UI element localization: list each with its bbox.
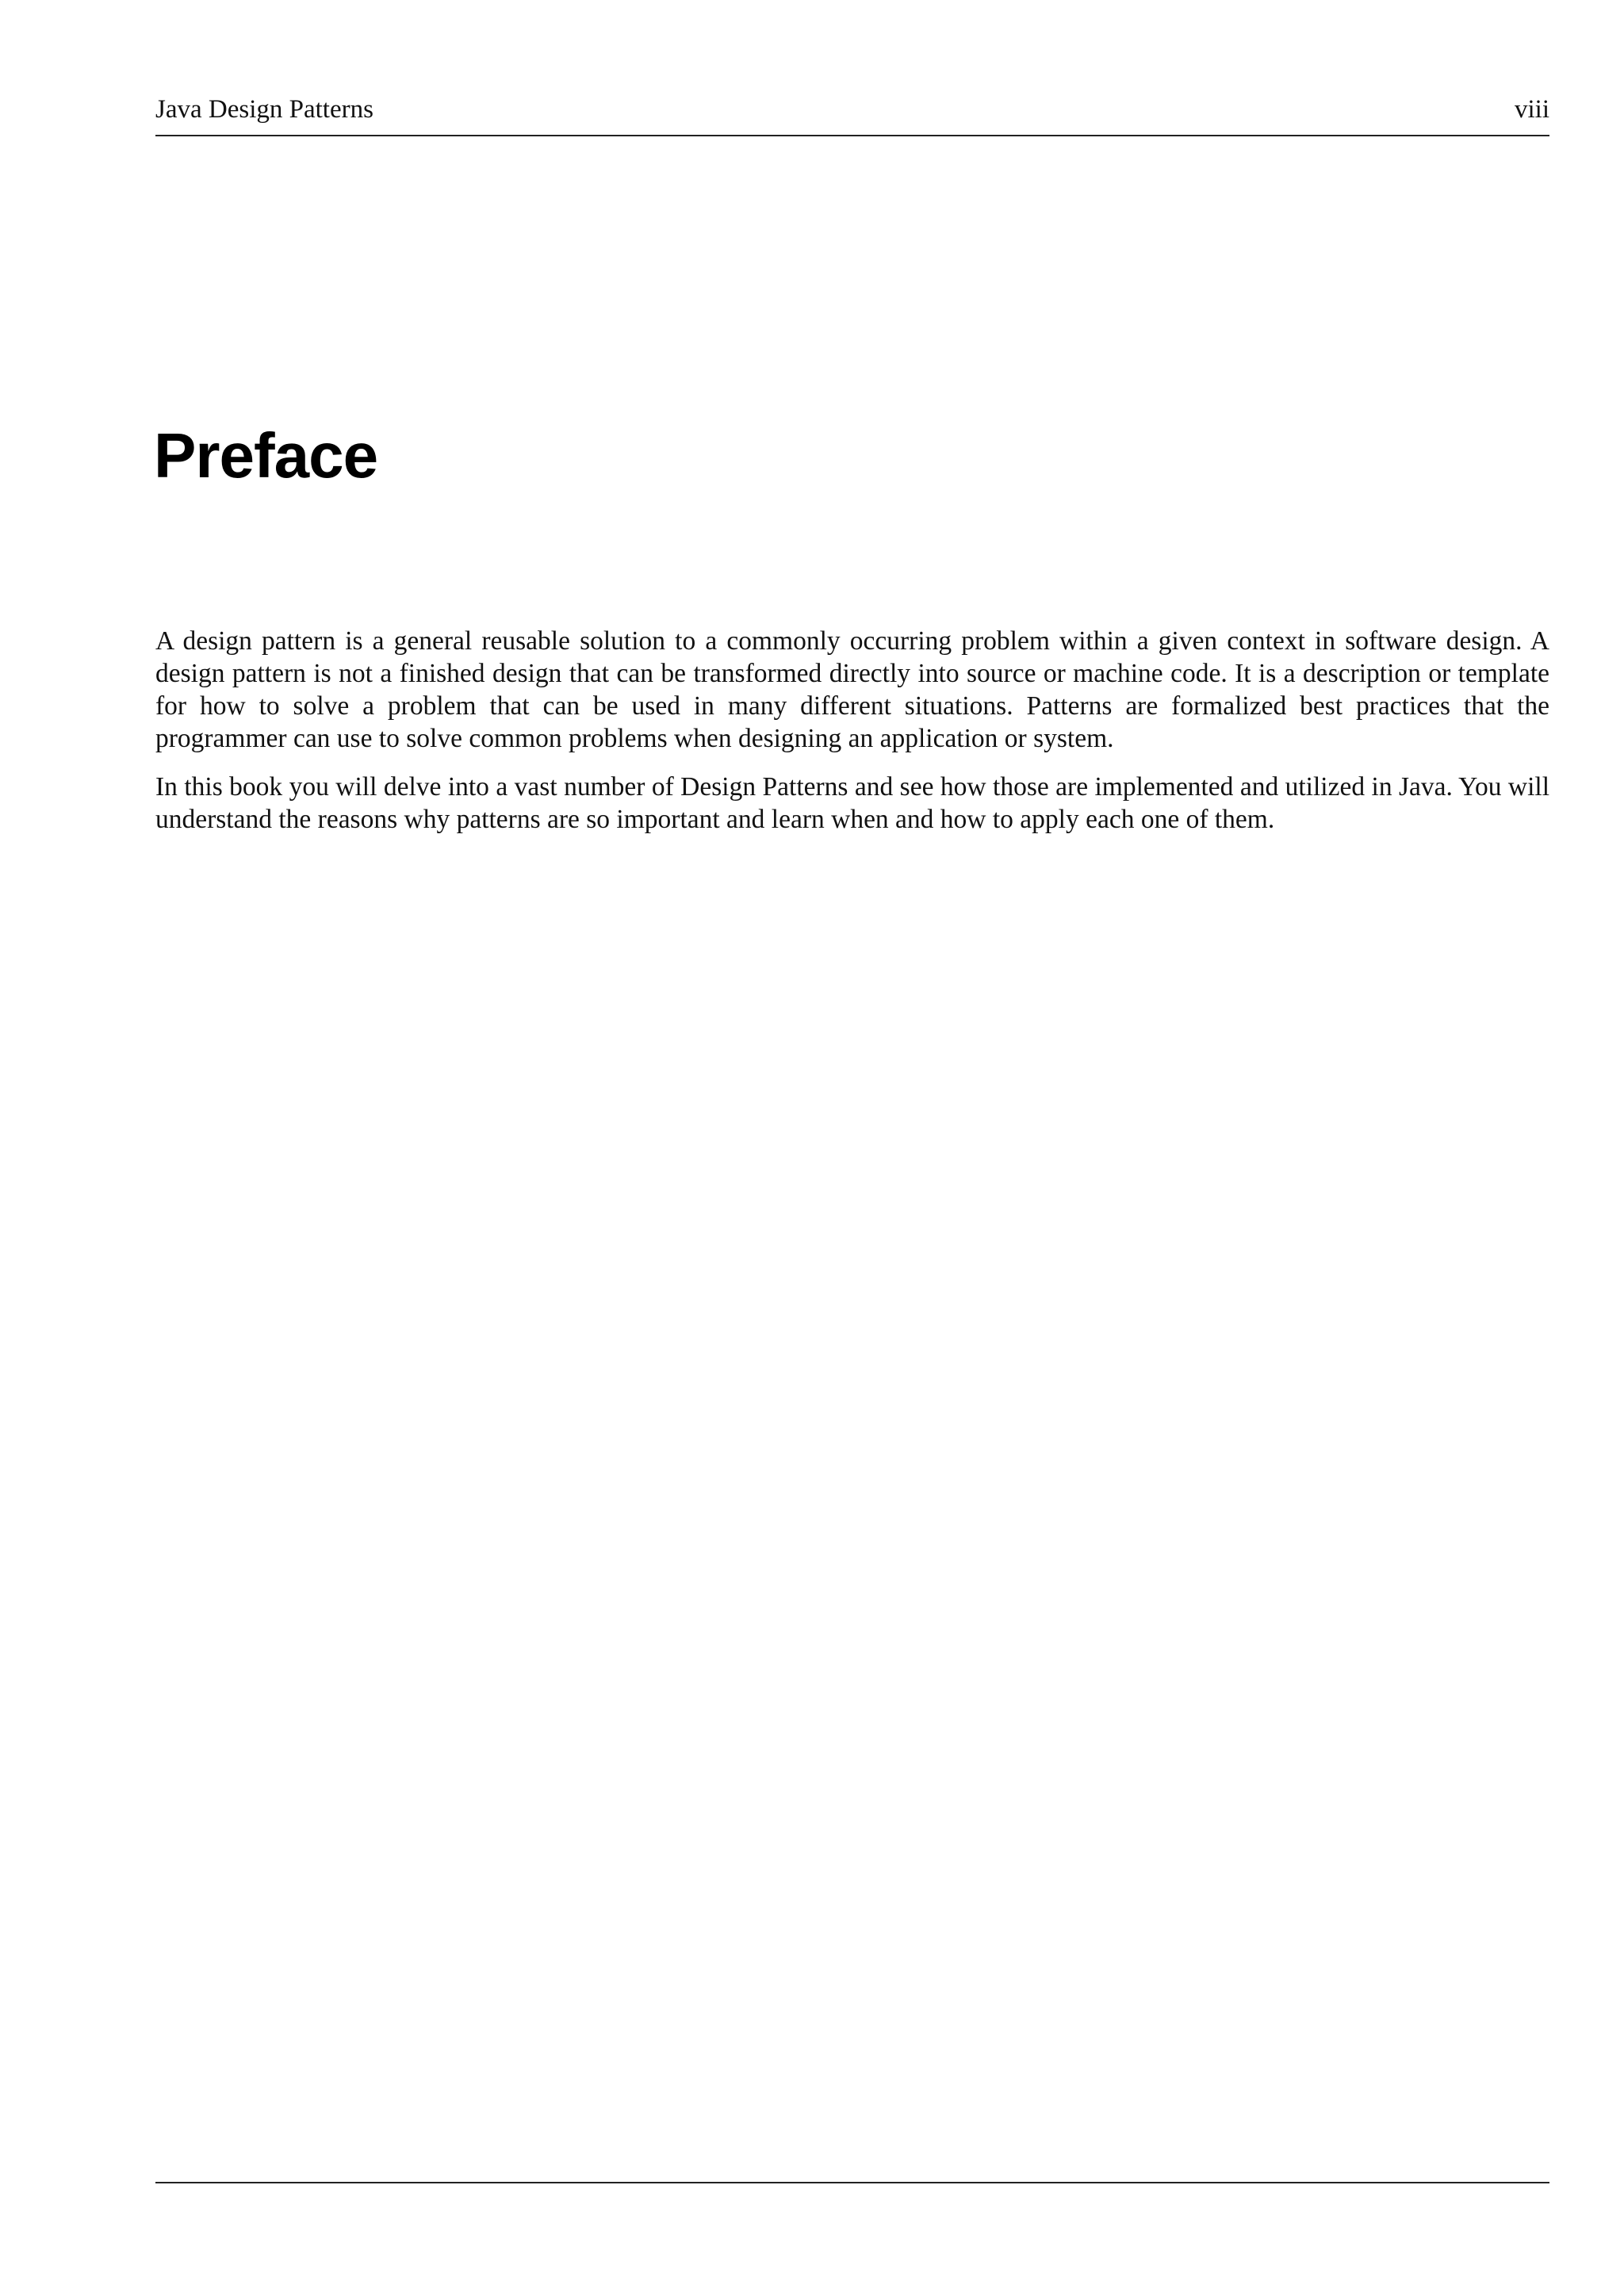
running-header — [155, 94, 1549, 136]
body-paragraph: In this book you will delve into a vast number of Design Patterns and see how those are implemented and utilized in Java. You will understand the reasons why patterns are so important and learn when and how to apply each one of them. — [155, 772, 1549, 834]
body-text — [155, 625, 1549, 851]
header-book-title: Java Design Patterns — [155, 95, 373, 124]
body-paragraph: A design pattern is a general reusable solution to a commonly occurring problem within a given context in software design. A design pattern is not a finished design that can be transformed directly into source or machine code. It is a description or template for how to solve a problem that can be used in many different situations. Patterns are formalized best practices that the programmer can use to solve common problems when designing an application or system. — [155, 626, 1549, 753]
header-page-number: viii — [1514, 95, 1549, 124]
chapter-title: Preface — [154, 420, 378, 491]
footer-rule — [155, 2182, 1549, 2183]
